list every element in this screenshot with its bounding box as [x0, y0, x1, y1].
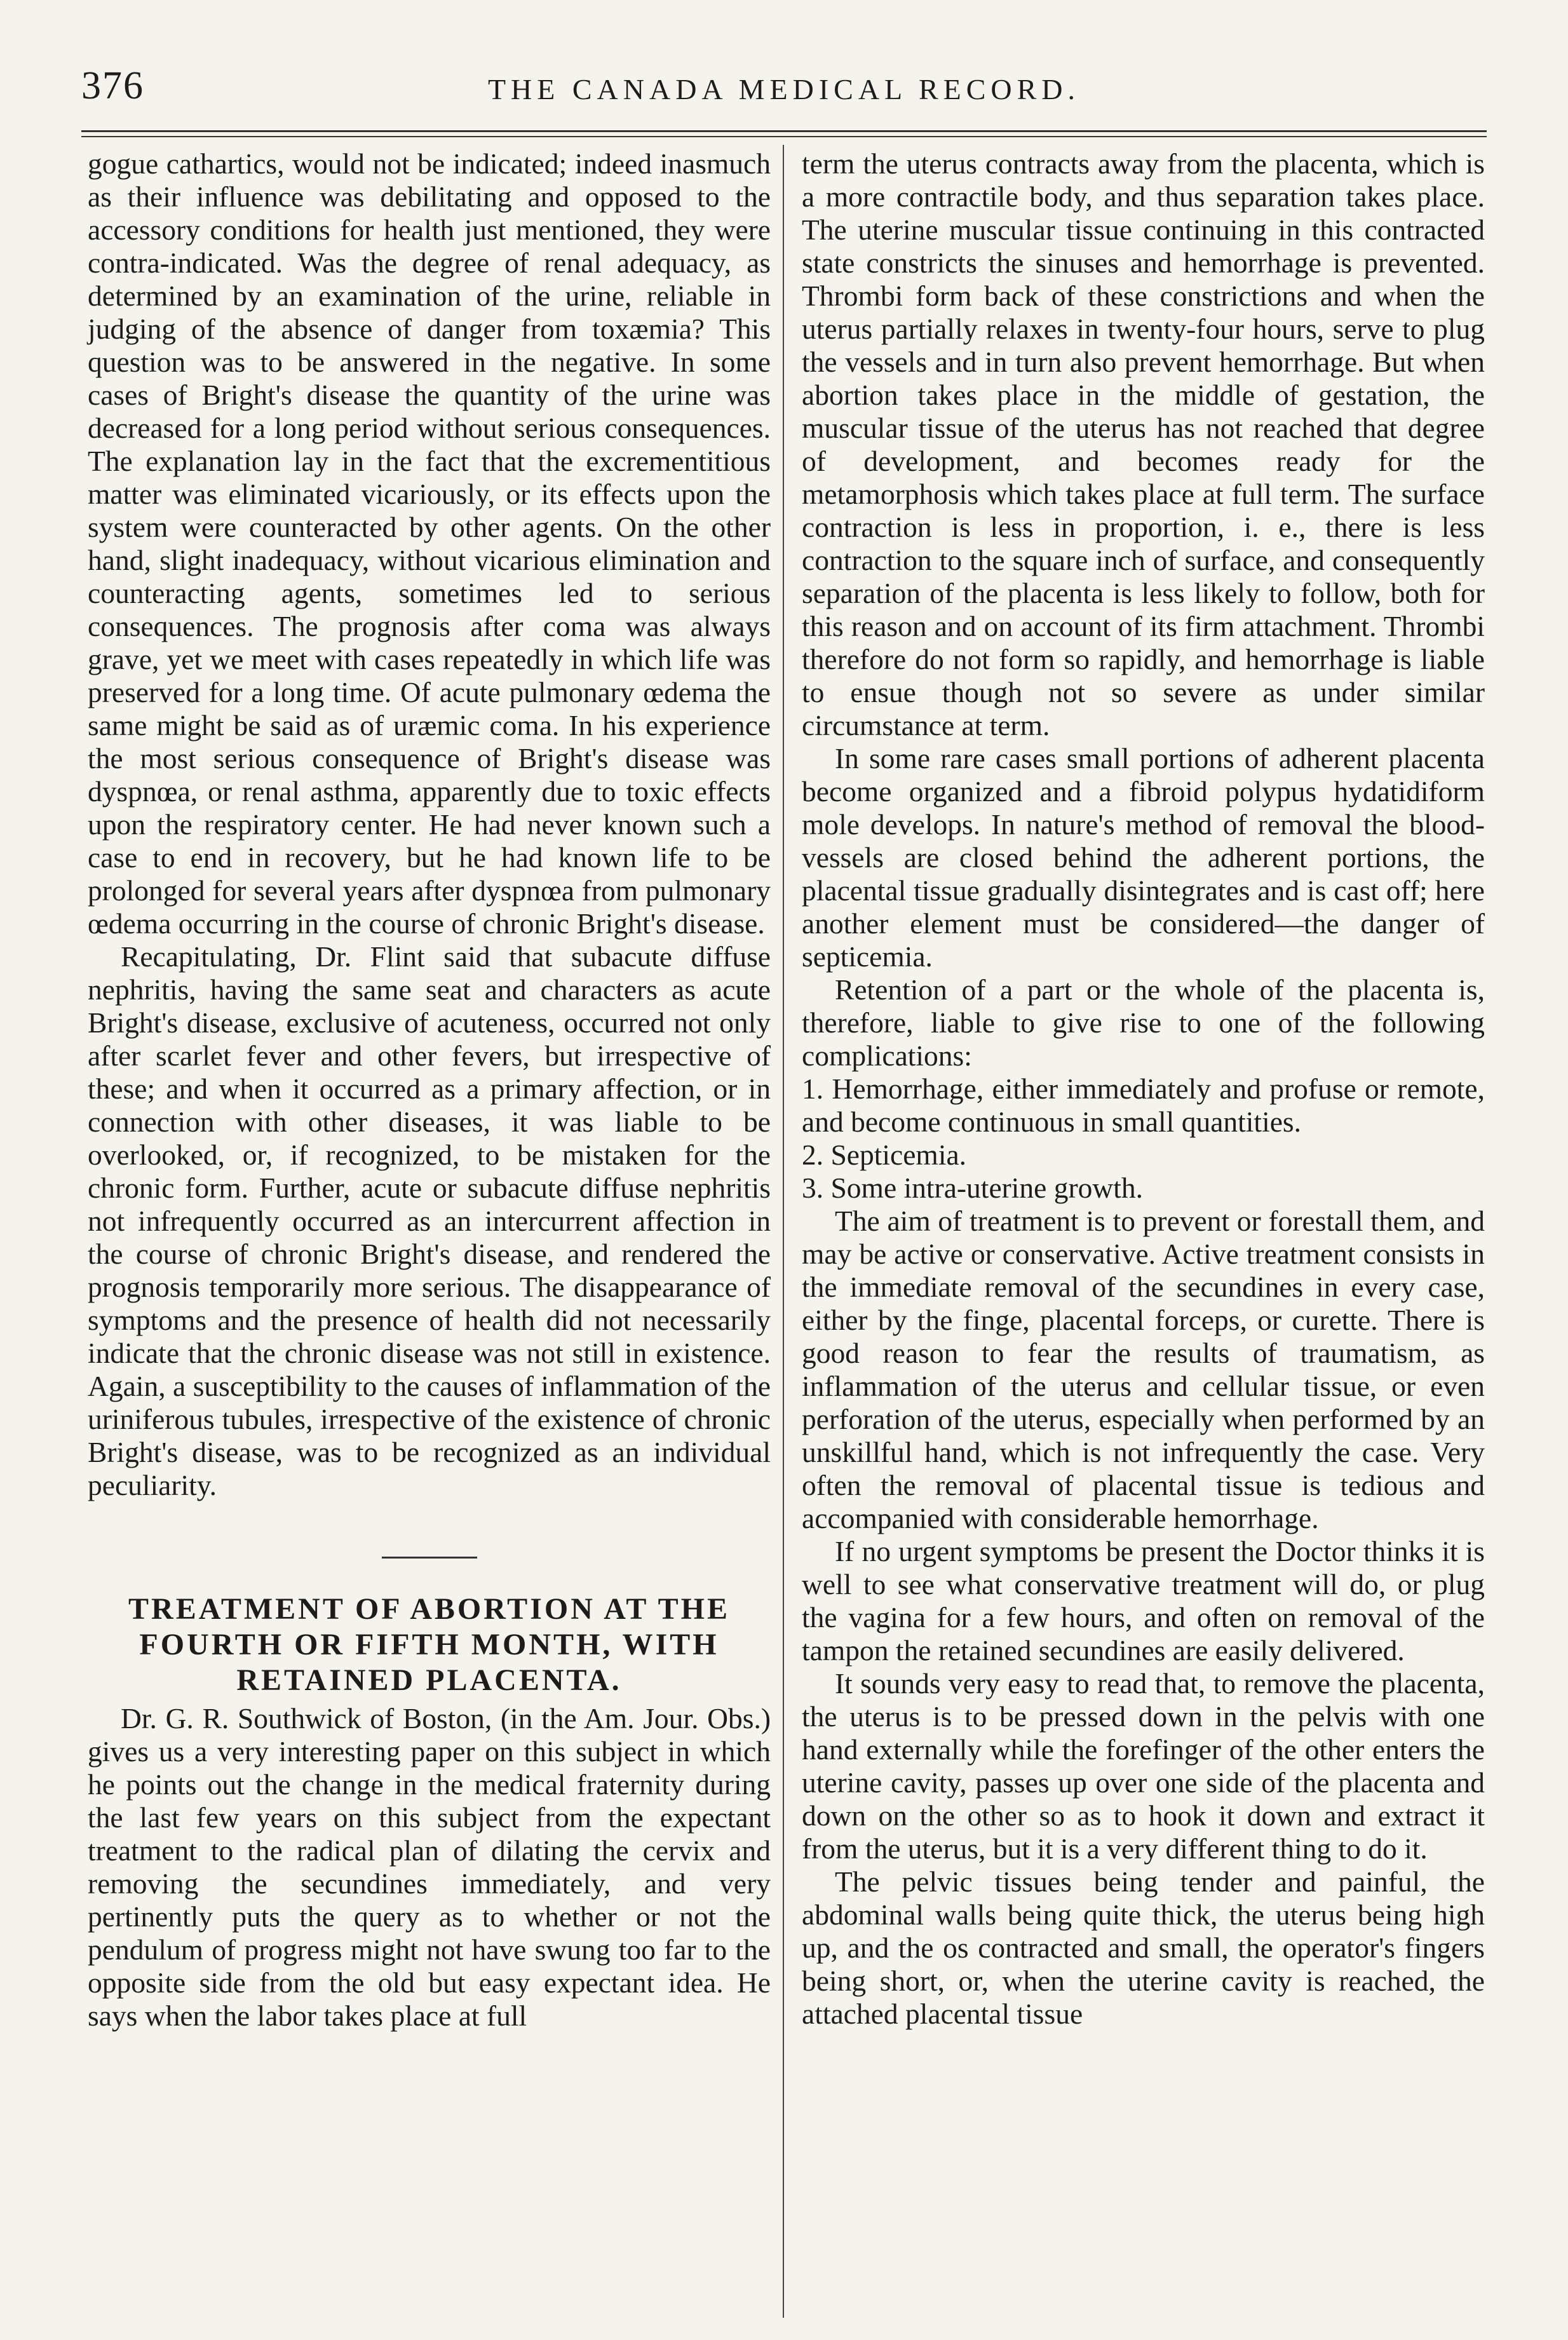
right-paragraph-aim-of-treatment: The aim of treatment is to prevent or forestall them, and may be active or conservative. Active treatment consists in the immediate removal of the secundines in every case, either by the finge, placental forceps, or curette. There is good reason to fear the results of traumatism, as inflammation of the uterus and cellular tissue, or even perforation of the uterus, especially when performed by an unskillful hand, which is not infrequently the case. Very often the removal of placental tissue is tedious and accompanied with considerable hemorrhage.	[802, 1205, 1485, 1534]
complication-list-item: 1. Hemorrhage, either immediately and profuse or remote, and become continuous in small quantities.	[802, 1072, 1485, 1138]
right-column	[802, 147, 1485, 2031]
page-number: 376	[81, 64, 144, 107]
right-paragraph-continued: term the uterus contracts away from the placenta, which is a more contractile body, and thus separation takes place. The uterine muscular tissue continuing in this contracted state constricts the sinuses and hemorrhage is prevented. Thrombi form back of these constrictions and when the uterus partially relaxes in twenty-four hours, serve to plug the vessels and in turn also prevent hemorrhage. But when abortion takes place in the middle of gestation, the muscular tissue of the uterus has not reached that degree of development, and becomes ready for the metamorphosis which takes place at full term. The surface contraction is less in proportion, i. e., there is less contraction to the square inch of surface, and consequently separation of the placenta is less likely to follow, both for this reason and on account of its firm attachment. Thrombi therefore do not form so rapidly, and hemorrhage is liable to ensue though not so severe as under similar circumstance at term.	[802, 147, 1485, 741]
article-intro-paragraph: Dr. G. R. Southwick of Boston, (in the Am. Jour. Obs.) gives us a very interesting paper on this subject in which he points out the change in the medical fraternity during the last few years on this subject from the expectant treatment to the radical plan of dilating the cervix and removing the secundines immediately, and very pertinently puts the query as to whether or not the pendulum of progress might not have swung too far to the opposite side from the old but easy expectant idea. He says when the labor takes place at full	[88, 1702, 771, 2032]
column-divider	[783, 145, 784, 2318]
header-rule-secondary	[81, 136, 1487, 137]
right-paragraph-retention: Retention of a part or the whole of the placenta is, therefore, liable to give rise to one of the following complications:	[802, 973, 1485, 1072]
section-divider	[382, 1557, 477, 1559]
header-rule	[81, 130, 1487, 132]
left-paragraph-recapitulating: Recapitulating, Dr. Flint said that subacute diffuse nephritis, having the same seat and characters as acute Bright's disease, exclusive of acuteness, occurred not only after scarlet fever and other fevers, but irrespective of these; and when it occurred as a primary affection, or in connection with other diseases, it was liable to be overlooked, or, if recognized, to be mistaken for the chronic form. Further, acute or subacute diffuse nephritis not infrequently occurred as an intercurrent affection in the course of chronic Bright's disease, and rendered the prognosis temporarily more serious. The disappearance of symptoms and the presence of health did not necessarily indicate that the chronic disease was not still in existence. Again, a susceptibility to the causes of inflammation of the uriniferous tubules, irrespective of the existence of chronic Bright's disease, was to be recognized as an individual peculiarity.	[88, 940, 771, 1501]
left-paragraph-continued: gogue cathartics, would not be indicated; indeed inasmuch as their influence was debilitating and opposed to the accessory conditions for health just mentioned, they were contra-indicated. Was the degree of renal adequacy, as determined by an examination of the urine, reliable in judging of the absence of danger from toxæmia? This question was to be answered in the negative. In some cases of Bright's disease the quantity of the urine was decreased for a long period without serious consequences. The explanation lay in the fact that the excrementitious matter was eliminated vicariously, or its effects upon the system were counteracted by other agents. On the other hand, slight inadequacy, without vicarious elimination and counteracting agents, sometimes led to serious consequences. The prognosis after coma was always grave, yet we meet with cases repeatedly in which life was preserved for a long time. Of acute pulmonary œdema the same might be said as of uræmic coma. In his experience the most serious consequence of Bright's disease was dyspnœa, or renal asthma, apparently due to toxic effects upon the respiratory center. He had never known such a case to end in recovery, but he had known life to be prolonged for several years after dyspnœa from pulmonary œdema occurring in the course of chronic Bright's disease.	[88, 147, 771, 940]
article-title: TREATMENT OF ABORTION AT THE FOURTH OR FIFTH MONTH, WITH RETAINED PLACENTA.	[128, 1592, 730, 1697]
right-paragraph-conservative: If no urgent symptoms be present the Doctor thinks it is well to see what conservative treatment will do, or plug the vagina for a few hours, and often on removal of the tampon the retained secundines are easily delivered.	[802, 1535, 1485, 1667]
page-header	[81, 58, 1487, 122]
complication-list-item: 3. Some intra-uterine growth.	[802, 1172, 1144, 1204]
running-title: THE CANADA MEDICAL RECORD.	[487, 73, 1081, 105]
right-paragraph-removal: It sounds very easy to read that, to remove the placenta, the uterus is to be pressed down in the pelvis with one hand externally while the forefinger of the other enters the uterine cavity, passes up over one side of the placenta and down on the other so as to hook it down and extract it from the uterus, but it is a very different thing to do it.	[802, 1667, 1485, 1865]
right-paragraph-adherent-placenta: In some rare cases small portions of adherent placenta become organized and a fibroid polypus hydatidiform mole develops. In nature's method of removal the blood-vessels are closed behind the adherent portions, the placental tissue gradually disintegrates and is cast off; here another element must be considered—the danger of septicemia.	[802, 742, 1485, 973]
right-paragraph-pelvic-tissues: The pelvic tissues being tender and painful, the abdominal walls being quite thick, the uterus being high up, and the os contracted and small, the operator's fingers being short, or, when the uterine cavity is reached, the attached placental tissue	[802, 1865, 1485, 2030]
left-column	[88, 147, 771, 2032]
complication-list-item: 2. Septicemia.	[802, 1139, 967, 1171]
